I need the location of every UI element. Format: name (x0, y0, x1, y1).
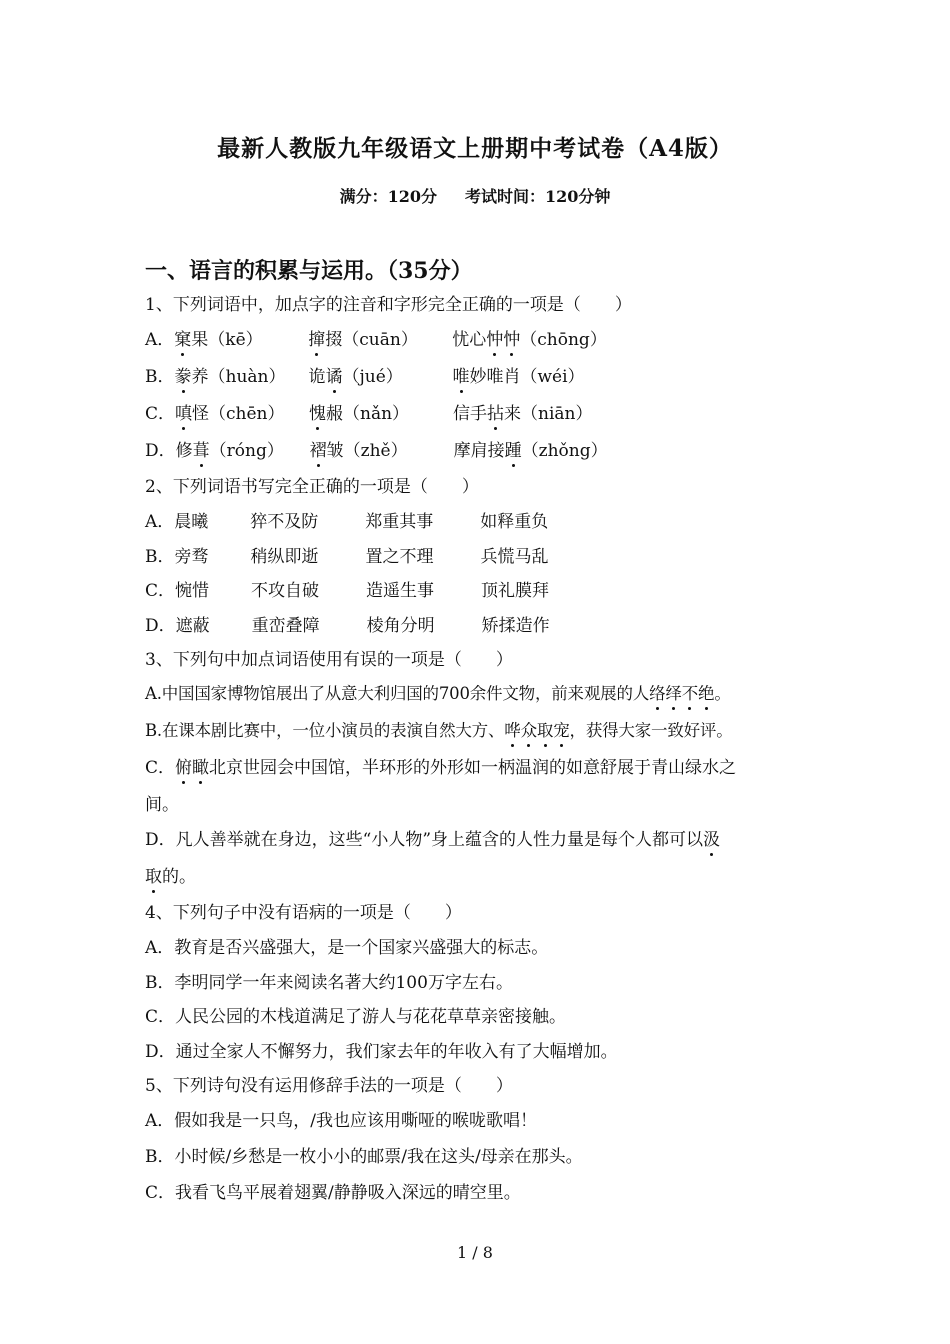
page-number: 1 / 8 (457, 1243, 493, 1262)
q3-option-b: B.在课本剧比赛中，一位小演员的表演自然大方、哗众取宠，获得大家一致好评。 (145, 721, 733, 740)
section-heading: 一、语言的积累与运用。（35分） (145, 258, 473, 284)
q1-option-b: B．豢养（huàn） 诡谲（jué） 唯妙唯肖（wéi） (145, 367, 585, 387)
q5-stem: 5、下列诗句没有运用修辞手法的一项是（ ） (145, 1076, 513, 1096)
q4-option-c: C．人民公园的木栈道满足了游人与花花草草亲密接触。 (145, 1007, 567, 1027)
q2-option-c: C．惋惜 不攻自破 造遥生事 顶礼膜拜 (145, 581, 550, 601)
q4-option-b: B．李明同学一年来阅读名著大约100万字左右。 (145, 973, 513, 993)
q2-option-d: D．遮蔽 重峦叠障 棱角分明 矫揉造作 (145, 616, 550, 636)
q3-option-c: C．俯瞰北京世园会中国馆，半环形的外形如一柄温润的如意舒展于青山绿水之 (145, 758, 737, 778)
q3-option-a: A.中国国家博物馆展出了从意大利归国的700余件文物，前来观展的人络绎不绝。 (145, 684, 731, 703)
q3-option-c-cont: 间。 (145, 795, 179, 815)
q2-option-a: A．晨曦 猝不及防 郑重其事 如释重负 (145, 512, 549, 532)
q1-stem: 1、下列词语中，加点字的注音和字形完全正确的一项是（ ） (145, 295, 632, 315)
q2-stem: 2、下列词语书写完全正确的一项是（ ） (145, 477, 479, 497)
q2-option-b: B．旁骛 稍纵即逝 置之不理 兵慌马乱 (145, 547, 549, 567)
q5-option-c: C．我看飞鸟平展着翅翼/静静吸入深远的晴空里。 (145, 1183, 521, 1203)
q1-option-a: A．窠果（kē） 撺掇（cuān） 忧心忡忡（chōng） (145, 330, 607, 350)
q1-option-c: C．嗔怪（chēn） 愧赧（nǎn） 信手拈来（niān） (145, 404, 593, 424)
q1-option-d: D．修葺（róng） 褶皱（zhě） 摩肩接踵（zhǒng） (145, 441, 608, 461)
q4-option-d: D．通过全家人不懈努力，我们家去年的年收入有了大幅增加。 (145, 1042, 618, 1062)
page-title: 最新人教版九年级语文上册期中考试卷（A4版） (217, 135, 733, 162)
score-line (0, 184, 950, 207)
q5-option-b: B．小时候/乡愁是一枚小小的邮票/我在这头/母亲在那头。 (145, 1147, 583, 1167)
q3-option-d: D．凡人善举就在身边，这些“小人物”身上蕴含的人性力量是每个人都可以汲 (145, 830, 721, 850)
full-score: 满分：120分 (339, 187, 437, 206)
q5-option-a: A．假如我是一只鸟，/我也应该用嘶哑的喉咙歌唱！ (145, 1111, 538, 1131)
q3-stem: 3、下列句中加点词语使用有误的一项是（ ） (145, 650, 513, 670)
q4-option-a: A．教育是否兴盛强大，是一个国家兴盛强大的标志。 (145, 938, 549, 958)
q3-option-d-cont: 取的。 (145, 867, 196, 887)
exam-time: 考试时间：120分钟 (465, 187, 611, 206)
q4-stem: 4、下列句子中没有语病的一项是（ ） (145, 903, 462, 923)
